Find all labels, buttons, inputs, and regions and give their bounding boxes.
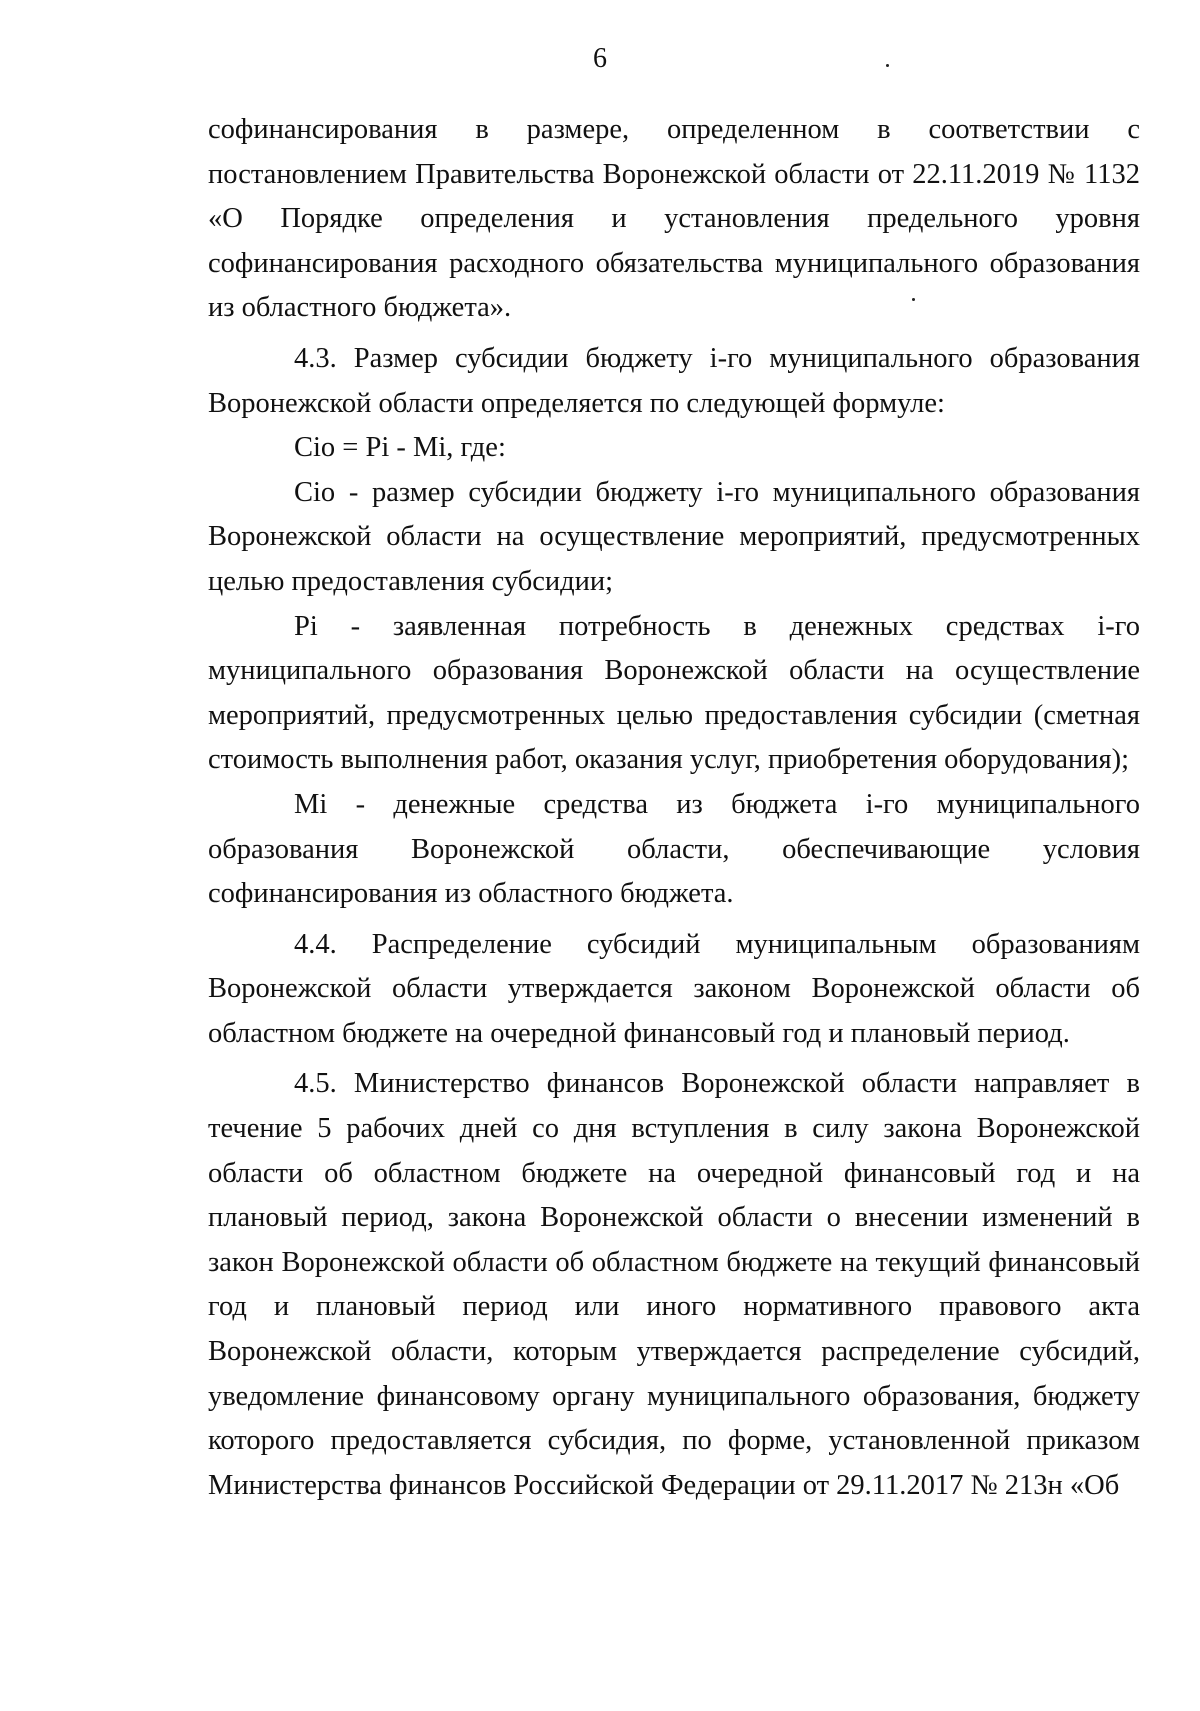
page-number: 6 [593, 43, 607, 74]
document-body [208, 108, 1140, 1508]
definition-cio: Cio - размер субсидии бюджету i-го муниципального образования Воронежской области на осуществление мероприятий, предусмотренных целью предоставления субсидии; [208, 476, 1140, 597]
paragraph-4-5: 4.5. Министерство финансов Воронежской области направляет в течение 5 рабочих дней со дня вступления в силу закона Воронежской области об областном бюджете на очередной финансовый год и на плановый период, закона Воронежской области о внесении изменений в закон Воронежской области об областном бюджете на текущий финансовый год и плановый период или иного нормативного правового акта Воронежской области, которым утверждается распределение субсидий, уведомление финансовому органу муниципального образования, бюджету которого предоставляется субсидия, по форме, установленной приказом Министерства финансов Российской Федерации от 29.11.2017 № 213н «Об [208, 1068, 1140, 1501]
scan-speck [886, 64, 889, 67]
definition-pi: Pi - заявленная потребность в денежных средствах i-го муниципального образования Воронежской области на осуществление мероприятий, предусмотренных целью предоставления субсидии (сметная стоимость выполнения работ, оказания услуг, приобретения оборудования); [208, 610, 1140, 776]
paragraph-4-3: 4.3. Размер субсидии бюджету i-го муниципального образования Воронежской области определяется по следующей формуле: [208, 342, 1140, 419]
definition-mi: Mi - денежные средства из бюджета i-го муниципального образования Воронежской области, обеспечивающие условия софинансирования из областного бюджета. [208, 788, 1140, 910]
formula-line: Cio = Pi - Mi, где: [294, 432, 506, 464]
paragraph-4-4: 4.4. Распределение субсидий муниципальным образованиям Воронежской области утверждается законом Воронежской области об областном бюджете на очередной финансовый год и плановый период. [208, 928, 1140, 1049]
paragraph-continuation: софинансирования в размере, определенном в соответствии с постановлением Правительства Воронежской области от 22.11.2019 № 1132 «О Порядке определения и установления предельного уровня софинансирования расходного обязательства муниципального образования из областного бюджета». [208, 114, 1140, 324]
